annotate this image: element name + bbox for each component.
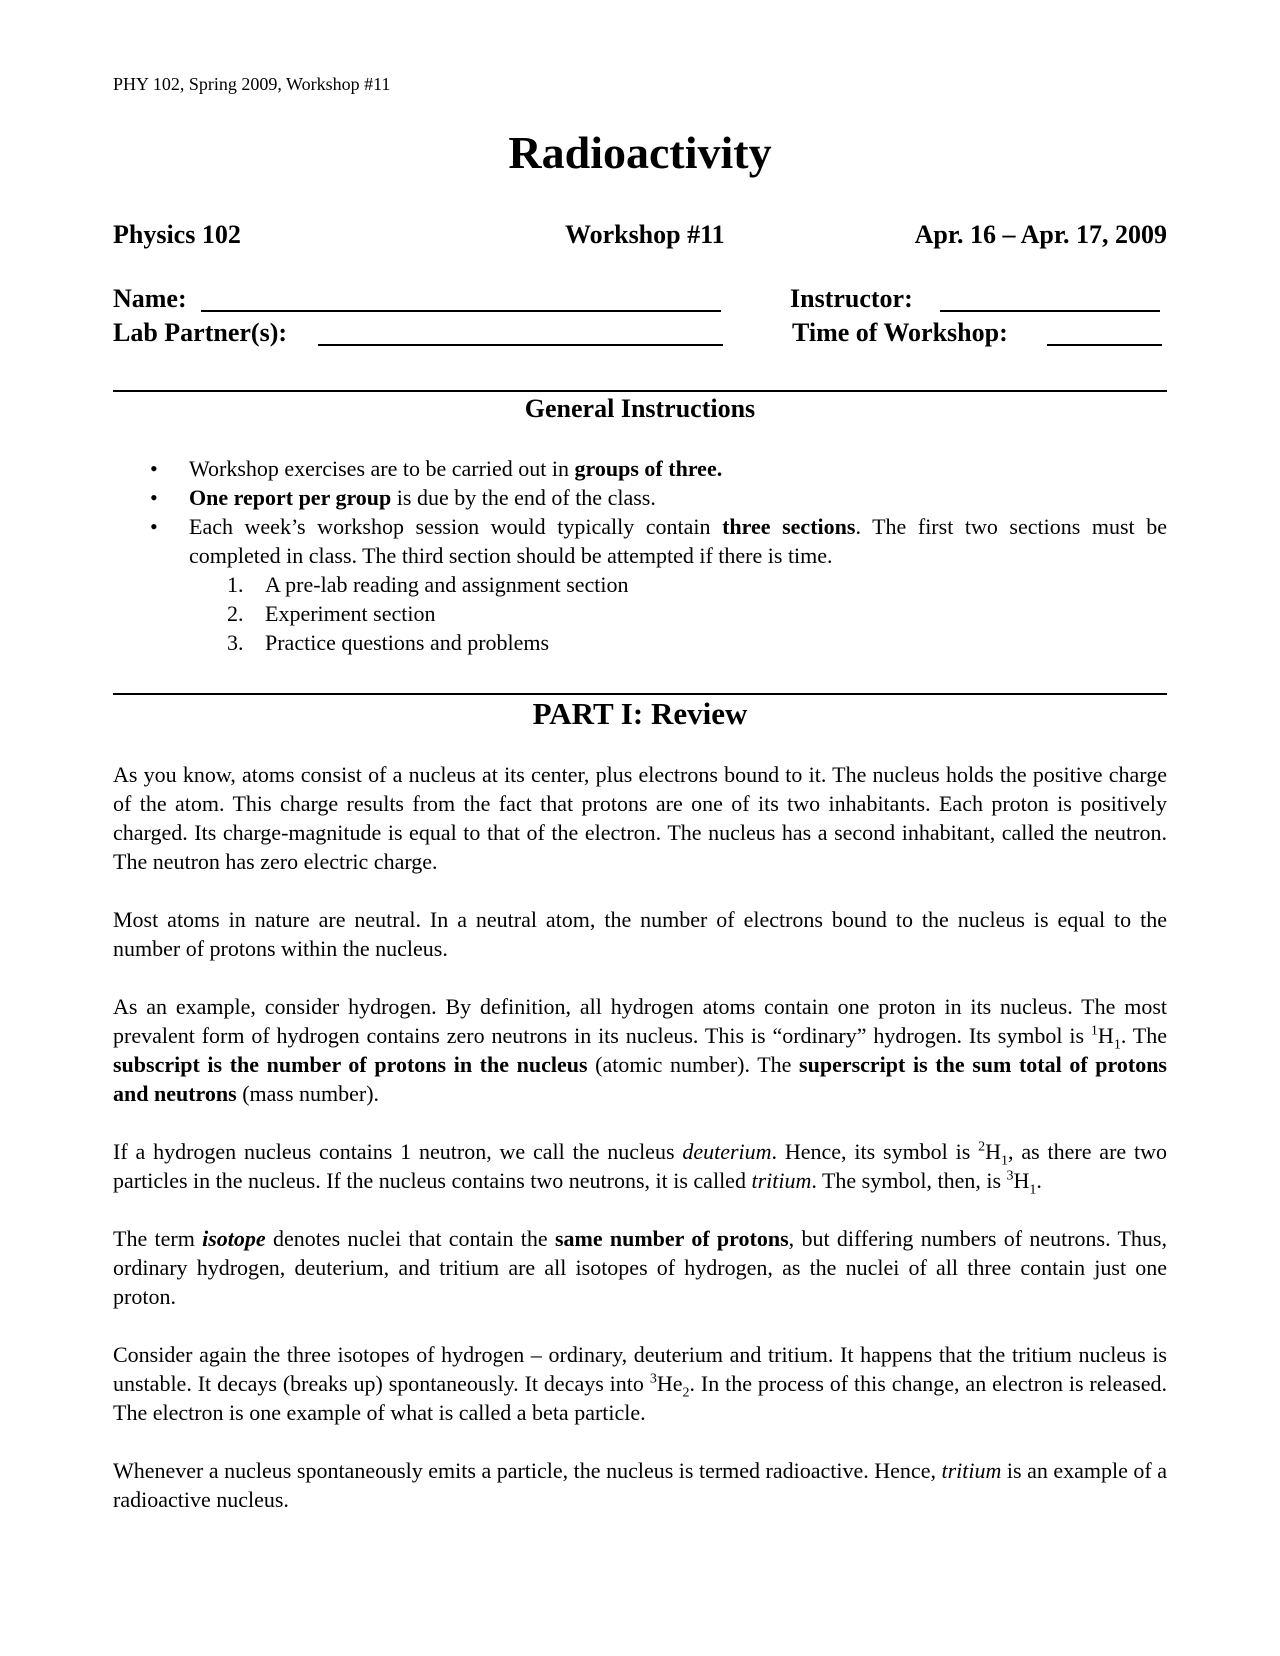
bullet-icon: •: [150, 514, 158, 539]
bullet-icon: •: [150, 456, 158, 481]
paragraph: If a hydrogen nucleus contains 1 neutron, we call the nucleus deuterium. Hence, its symbol is $^2H_1$, as there are two particles in the nucleus. If the nucleus contains two neutrons, it is called tritium. The symbol, then, is $^3H_1$.: [113, 1139, 1167, 1198]
list-item: • Workshop exercises are to be carried out in groups of three.: [150, 456, 723, 481]
name-label: Name:: [113, 284, 187, 313]
section-list: [189, 570, 1167, 657]
paragraph: Whenever a nucleus spontaneously emits a particle, the nucleus is termed radioactive. Hence, tritium is an example of a radioactive nucleus.: [113, 1458, 1167, 1512]
instructor-blank-line[interactable]: [940, 284, 1160, 312]
instructions-list: [113, 454, 1167, 657]
general-instructions-heading: General Instructions: [524, 394, 756, 423]
lab-partner-blank-line[interactable]: [318, 318, 723, 346]
time-blank-line[interactable]: [1047, 318, 1162, 346]
divider-line: [113, 390, 1167, 392]
paragraph: As you know, atoms consist of a nucleus at its center, plus electrons bound to it. The nucleus holds the positive charge of the atom. This charge results from the fact that protons are one of its two inhabitants. Each proton is positively charged. Its charge-magnitude is equal to that of the electron. The nucleus has a second inhabitant, called the neutron. The neutron has zero electric charge.: [113, 762, 1167, 874]
paragraph: Most atoms in nature are neutral. In a neutral atom, the number of electrons bound to the nucleus is equal to the number of protons within the nucleus.: [113, 907, 1167, 961]
list-item: 3. Practice questions and problems: [227, 630, 550, 655]
workshop-number: Workshop #11: [565, 220, 725, 249]
instructor-label: Instructor:: [790, 284, 913, 313]
part1-heading: PART I: Review: [532, 696, 748, 731]
page-title: Radioactivity: [508, 127, 772, 178]
list-item: 1. A pre-lab reading and assignment section: [227, 572, 629, 597]
name-blank-line[interactable]: [201, 284, 721, 312]
part1-body: [113, 760, 1167, 1543]
paragraph: As an example, consider hydrogen. By definition, all hydrogen atoms contain one proton in its nucleus. The most prevalent form of hydrogen contains zero neutrons in its nucleus. This is “ordinary” hydrogen. Its symbol is $^1H_1$. The subscript is the number of protons in the nucleus (atomic number). The superscript is the sum total of protons and neutrons (mass number).: [113, 994, 1167, 1106]
paragraph: Consider again the three isotopes of hydrogen – ordinary, deuterium and tritium. It happens that the tritium nucleus is unstable. It decays (breaks up) spontaneously. It decays into $^3He_2$. In the process of this change, an electron is released. The electron is one example of what is called a beta particle.: [113, 1342, 1167, 1425]
bullet-icon: •: [150, 485, 158, 510]
workshop-dates: Apr. 16 – Apr. 17, 2009: [914, 220, 1167, 249]
list-item: • Each week’s workshop session would typically contain three sections. The first two sections must be completed in class. The third section should be attempted if there is time. 1. A pre-lab reading and assignment section 2. Experiment section 3. Practice questions and problems: [150, 514, 1167, 655]
paragraph: The term isotope denotes nuclei that contain the same number of protons, but differing numbers of neutrons. Thus, ordinary hydrogen, deuterium, and tritium are all isotopes of hydrogen, as the nuclei of all three contain just one proton.: [113, 1226, 1167, 1309]
divider-line: [113, 693, 1167, 695]
running-head: PHY 102, Spring 2009, Workshop #11: [113, 74, 391, 94]
course-name: Physics 102: [113, 220, 241, 249]
time-of-workshop-label: Time of Workshop:: [792, 318, 1008, 347]
list-item: 2. Experiment section: [227, 601, 436, 626]
list-item: • One report per group is due by the end of the class.: [150, 485, 656, 510]
lab-partner-label: Lab Partner(s):: [113, 318, 288, 347]
